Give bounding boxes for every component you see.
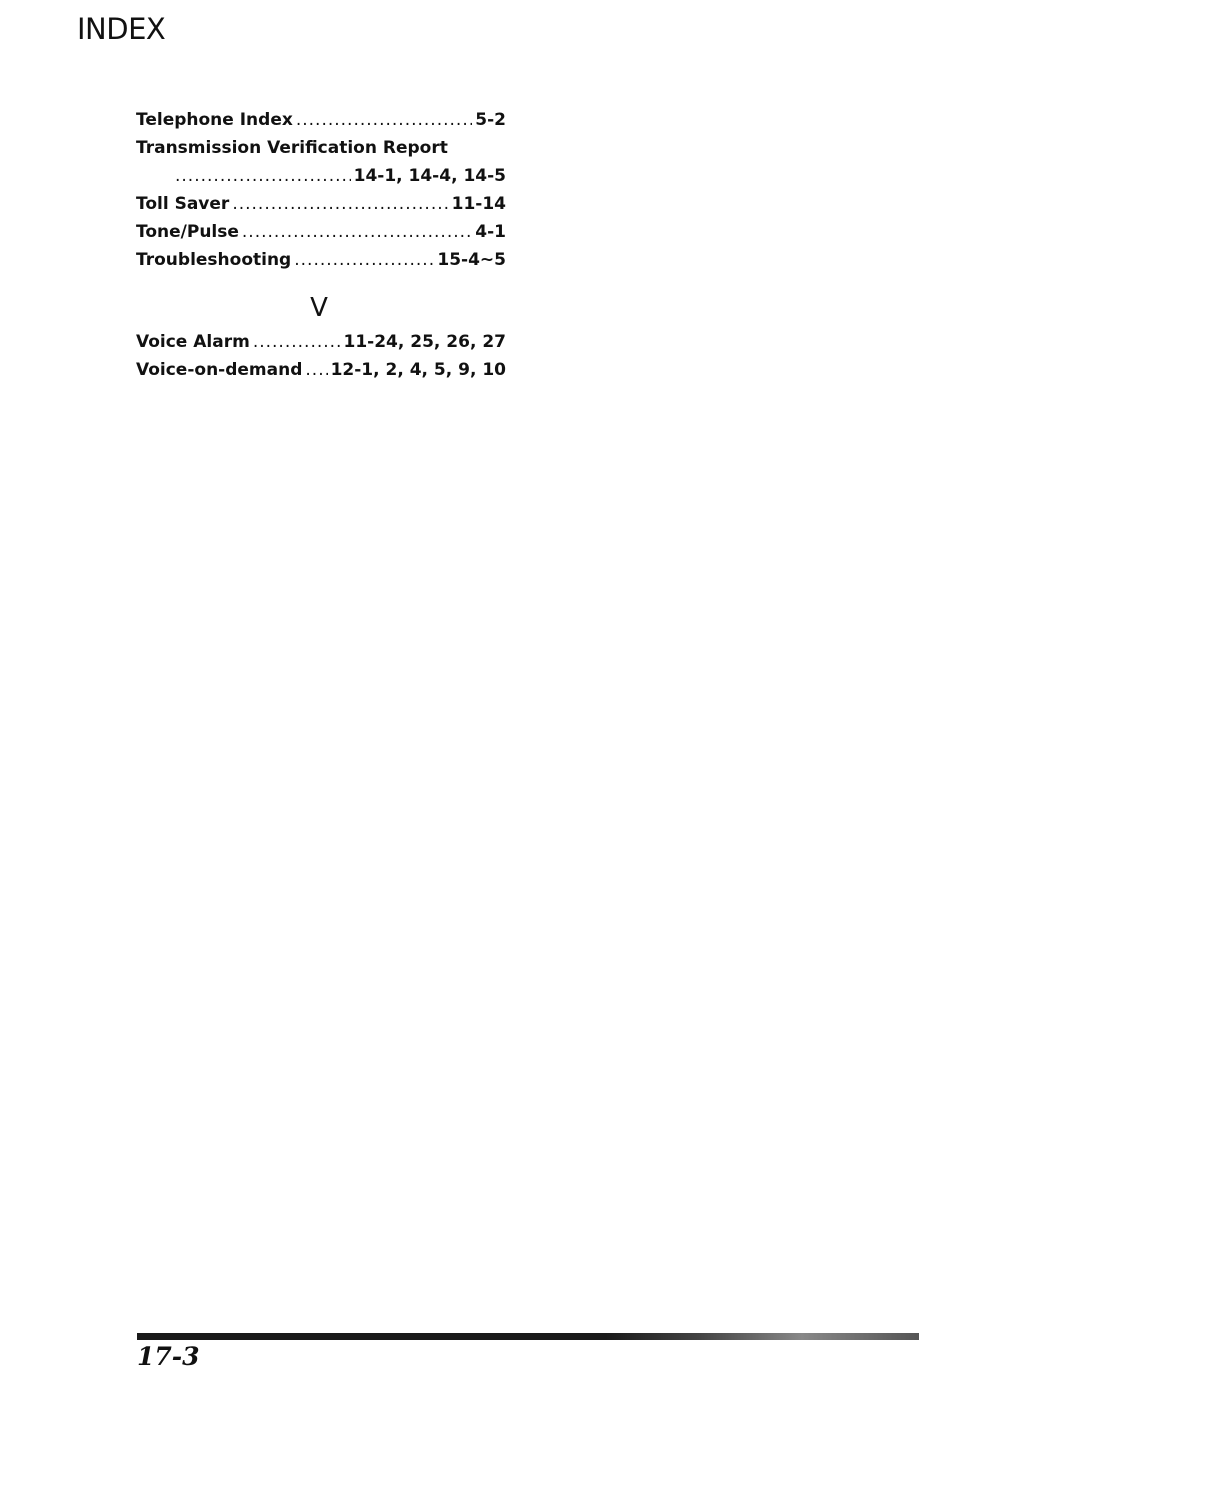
index-term: Transmission Verification Report <box>136 138 448 158</box>
dot-leader <box>175 162 351 190</box>
index-term: Voice-on-demand <box>136 360 303 380</box>
page-title: INDEX <box>77 12 166 46</box>
index-term: Voice Alarm <box>136 332 250 352</box>
index-pages: 14-1, 14-4, 14-5 <box>353 166 506 186</box>
index-term: Telephone Index <box>136 110 293 130</box>
index-pages: 11-24, 25, 26, 27 <box>343 332 506 352</box>
dot-leader <box>232 190 448 218</box>
index-entry-toll-saver <box>136 190 506 218</box>
index-term: Toll Saver <box>136 194 230 214</box>
index-pages: 11-14 <box>451 194 506 214</box>
footer-rule <box>137 1333 919 1340</box>
index-list <box>136 106 506 384</box>
index-term: Troubleshooting <box>136 250 292 270</box>
section-letter-heading: V <box>310 293 328 323</box>
index-term: Tone/Pulse <box>136 222 239 242</box>
dot-leader <box>296 106 472 134</box>
index-entry-continuation <box>136 162 506 190</box>
dot-leader <box>294 246 434 274</box>
index-pages: 15-4~5 <box>437 250 506 270</box>
dot-leader <box>253 328 341 356</box>
page-number: 17-3 <box>137 1342 200 1371</box>
index-entry-telephone-index <box>136 106 506 134</box>
index-entry-voice-on-demand <box>136 356 506 384</box>
index-entry-troubleshooting <box>136 246 506 274</box>
dot-leader <box>242 218 472 246</box>
index-pages: 5-2 <box>475 110 506 130</box>
index-entry-voice-alarm <box>136 328 506 356</box>
index-pages: 4-1 <box>475 222 506 242</box>
index-entry-transmission-verification-report <box>136 134 506 162</box>
index-pages: 12-1, 2, 4, 5, 9, 10 <box>330 360 506 380</box>
index-entry-tone-pulse <box>136 218 506 246</box>
dot-leader <box>305 356 327 384</box>
